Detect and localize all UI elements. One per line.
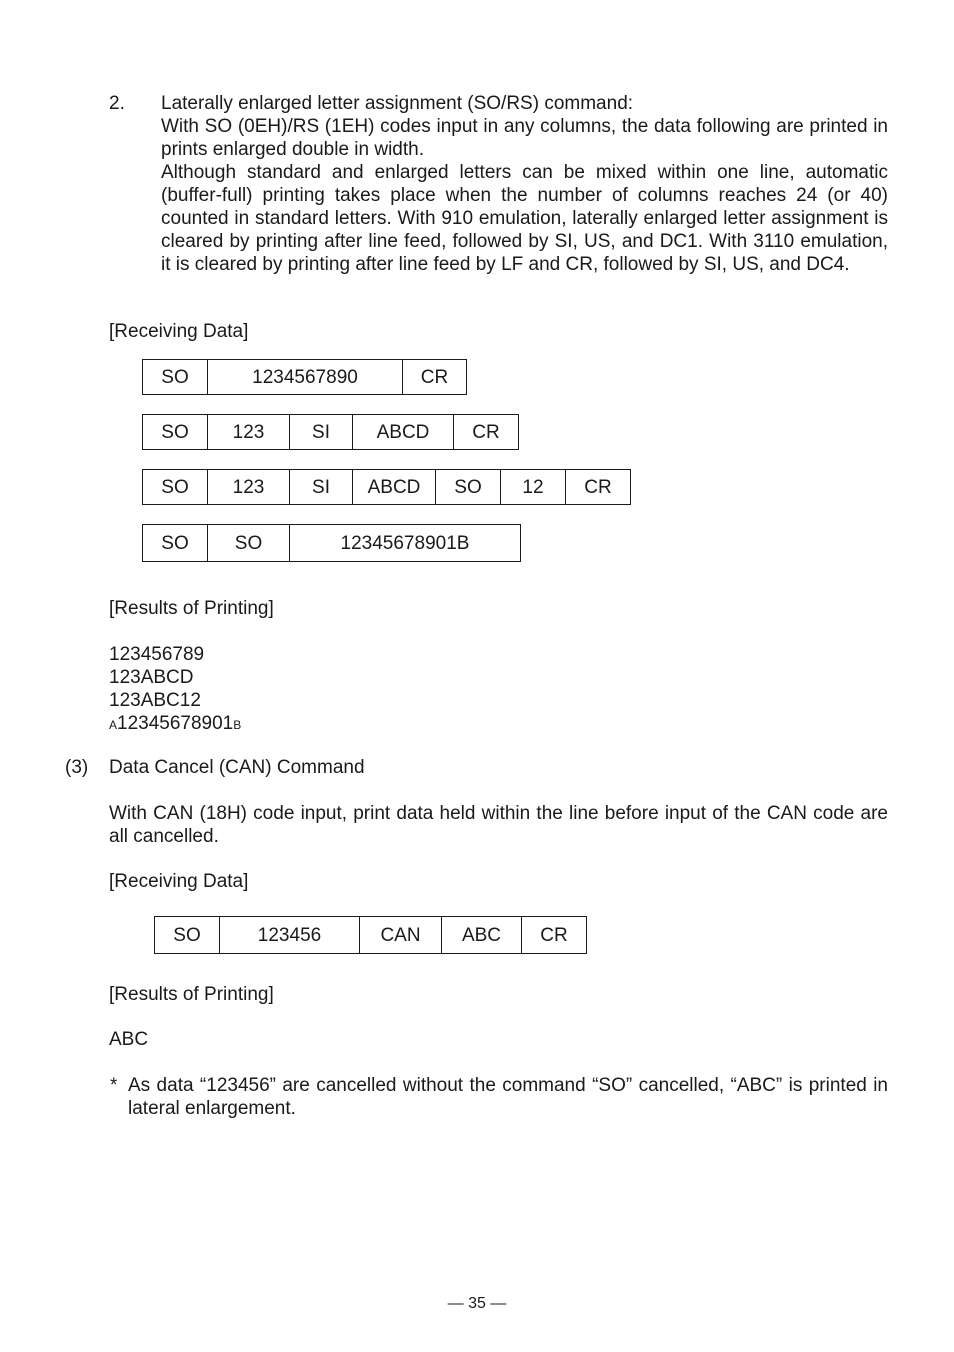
sequence-cell: 123 [208,470,290,504]
data-sequence [142,359,467,395]
sequence-cell: SO [143,360,208,394]
section-number: 2. [109,93,125,114]
sequence-cell: 123 [208,415,290,449]
sequence-cell: 12345678901B [340,532,470,554]
sequence-cell: 1234567890 [208,360,403,394]
result-line: ABC [109,1029,149,1050]
section-heading: Data Cancel (CAN) Command [109,757,365,778]
note-asterisk: * [110,1075,118,1096]
section-heading: Laterally enlarged letter assignment (SO/RS) command: [161,93,634,114]
result-suffix: B [233,718,242,732]
section-body: With CAN (18H) code input, print data held within the line before input of the CAN code are all cancelled. [109,803,888,847]
result-line [109,712,241,737]
data-sequence [142,414,519,450]
sequence-cell: CR [584,476,612,498]
results-of-printing-label: [Results of Printing] [109,984,274,1005]
page-number: — 35 — [447,1295,507,1312]
data-sequence [142,524,521,562]
sequence-cell: CAN [360,917,442,953]
sequence-cell: CR [420,366,449,388]
sequence-cell: SO [143,525,208,561]
result-line: 123ABC12 [109,690,201,711]
sequence-cell: 12 [501,470,566,504]
receiving-data-label: [Receiving Data] [109,321,249,342]
result-prefix: A [109,718,118,732]
sequence-cell: SI [290,470,353,504]
sequence-cell: CR [472,421,500,443]
result-line: 123ABCD [109,667,194,688]
results-of-printing-label: [Results of Printing] [109,598,274,619]
section-number: (3) [65,757,89,778]
data-sequence [154,916,587,954]
receiving-data-label: [Receiving Data] [109,871,249,892]
sequence-cell: ABCD [353,470,436,504]
section-body-2: Although standard and enlarged letters can be mixed within one line, automatic (buffer-full) printing takes place when the number of columns reaches 24 (or 40) counted in standard letters. With 910 emulation, laterally enlarged letter assignment is cleared by printing after line feed, followed by SI, US, and DC1. With 3110 emulation, it is cleared by printing after line feed by LF and CR, followed by SI, US, and DC4. [161,162,888,275]
sequence-cell: ABCD [353,415,454,449]
note-text: As data “123456” are cancelled without the command “SO” cancelled, “ABC” is printed in lateral enlargement. [128,1075,888,1119]
sequence-cell: CR [540,924,568,946]
data-sequence [142,469,631,505]
section-body-1: With SO (0EH)/RS (1EH) codes input in any columns, the data following are printed in prints enlarged double in width. [161,116,888,160]
result-main: 12345678901 [117,713,234,734]
sequence-cell: SO [436,470,501,504]
sequence-cell: SO [143,415,208,449]
sequence-cell: SI [290,415,353,449]
sequence-cell: SO [143,470,208,504]
sequence-cell: SO [155,917,220,953]
sequence-cell: ABC [442,917,522,953]
sequence-cell: 123456 [220,917,360,953]
result-line: 123456789 [109,644,205,665]
sequence-cell: SO [208,525,290,561]
